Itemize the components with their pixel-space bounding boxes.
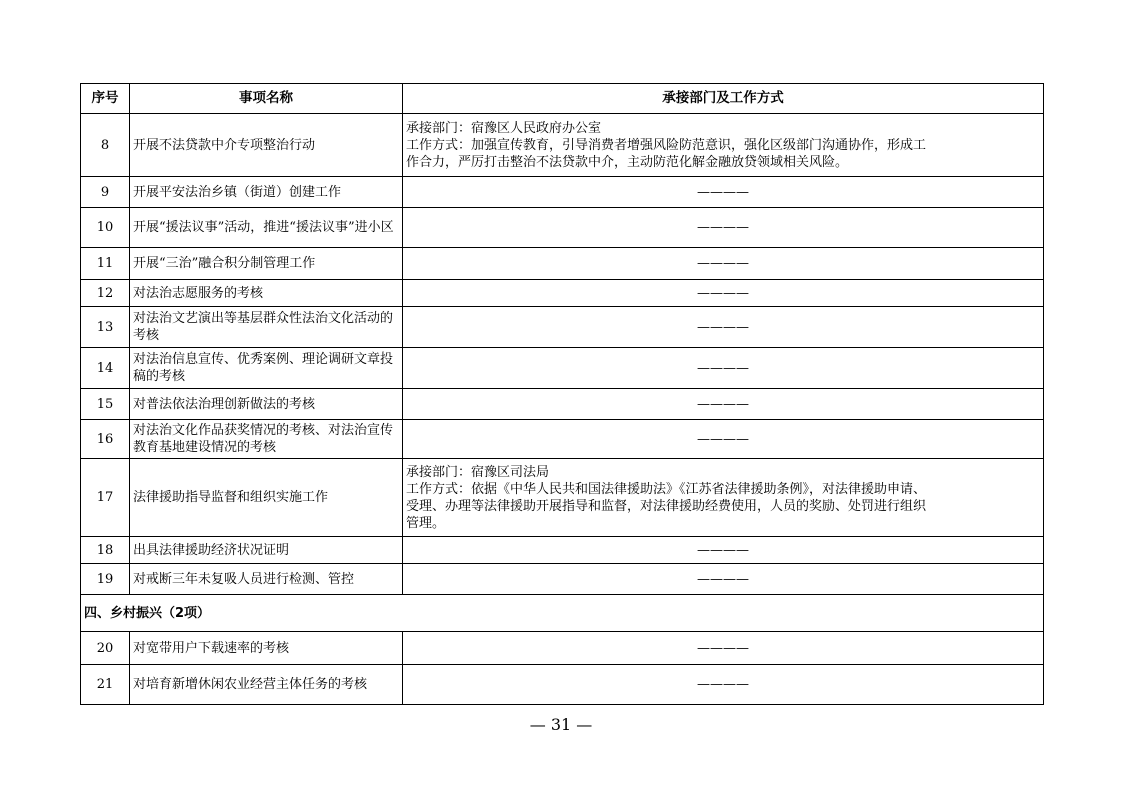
row-matter-name: 对普法依法治理创新做法的考核 [130, 389, 403, 420]
method-line: 管理。 [406, 515, 446, 531]
row-number: 18 [81, 537, 130, 564]
table-row [81, 208, 1044, 248]
row-matter-name: 对法治文艺演出等基层群众性法治文化活动的考核 [130, 307, 403, 348]
row-department-empty-dash: ———— [403, 537, 1044, 564]
row-number: 14 [81, 348, 130, 389]
row-number: 21 [81, 665, 130, 705]
row-department-empty-dash: ———— [403, 307, 1044, 348]
row-department-method [403, 459, 1044, 537]
row-number: 11 [81, 248, 130, 280]
row-department-empty-dash: ———— [403, 389, 1044, 420]
method-line: 作合力，严厉打击整治不法贷款中介，主动防范化解金融放贷领域相关风险。 [406, 154, 849, 170]
row-department-method [403, 114, 1044, 177]
row-matter-name: 开展不法贷款中介专项整治行动 [130, 114, 403, 177]
table-row [81, 564, 1044, 595]
row-matter-name: 对戒断三年未复吸人员进行检测、管控 [130, 564, 403, 595]
row-number: 20 [81, 632, 130, 665]
row-department-empty-dash: ———— [403, 208, 1044, 248]
table-row [81, 632, 1044, 665]
row-department-empty-dash: ———— [403, 665, 1044, 705]
row-number: 15 [81, 389, 130, 420]
row-number: 9 [81, 177, 130, 208]
table-row [81, 459, 1044, 537]
row-matter-name: 法律援助指导监督和组织实施工作 [130, 459, 403, 537]
table-header-row [81, 84, 1044, 114]
row-number: 17 [81, 459, 130, 537]
row-department-empty-dash: ———— [403, 280, 1044, 307]
table-row [81, 307, 1044, 348]
table-row [81, 114, 1044, 177]
row-number: 16 [81, 420, 130, 459]
row-matter-name: 开展“三治”融合积分制管理工作 [130, 248, 403, 280]
row-matter-name: 对法治志愿服务的考核 [130, 280, 403, 307]
table-row [81, 248, 1044, 280]
page-number: — 31 — [529, 715, 593, 734]
row-number: 12 [81, 280, 130, 307]
row-matter-name: 对法治文化作品获奖情况的考核、对法治宣传教育基地建设情况的考核 [130, 420, 403, 459]
row-number: 8 [81, 114, 130, 177]
row-department-empty-dash: ———— [403, 632, 1044, 665]
row-department-empty-dash: ———— [403, 420, 1044, 459]
header-department-method: 承接部门及工作方式 [403, 84, 1044, 114]
header-matter-name: 事项名称 [130, 84, 403, 114]
row-matter-name: 对培育新增休闲农业经营主体任务的考核 [130, 665, 403, 705]
method-line: 受理、办理等法律援助开展指导和监督，对法律援助经费使用，人员的奖励、处罚进行组织 [406, 498, 927, 514]
table-row [81, 280, 1044, 307]
row-matter-name: 开展“援法议事”活动，推进“援法议事”进小区 [130, 208, 403, 248]
method-line: 工作方式：加强宣传教育，引导消费者增强风险防范意识，强化区级部门沟通协作，形成工 [406, 137, 927, 153]
section-heading-rural-revitalization: 四、乡村振兴（2项） [81, 595, 1044, 632]
method-line: 工作方式：依据《中华人民共和国法律援助法》《江苏省法律援助条例》，对法律援助申请、 [406, 481, 927, 497]
header-serial-number: 序号 [81, 84, 130, 114]
table-row [81, 177, 1044, 208]
row-department-empty-dash: ———— [403, 564, 1044, 595]
table-row [81, 420, 1044, 459]
row-department-empty-dash: ———— [403, 248, 1044, 280]
table-row [81, 537, 1044, 564]
row-matter-name: 对法治信息宣传、优秀案例、理论调研文章投稿的考核 [130, 348, 403, 389]
department-line: 承接部门：宿豫区司法局 [406, 464, 550, 480]
row-matter-name: 出具法律援助经济状况证明 [130, 537, 403, 564]
table-row [81, 348, 1044, 389]
matters-table [80, 83, 1044, 705]
row-number: 13 [81, 307, 130, 348]
row-number: 10 [81, 208, 130, 248]
row-matter-name: 开展平安法治乡镇（街道）创建工作 [130, 177, 403, 208]
row-number: 19 [81, 564, 130, 595]
table-row [81, 389, 1044, 420]
department-line: 承接部门：宿豫区人民政府办公室 [406, 120, 602, 136]
row-matter-name: 对宽带用户下载速率的考核 [130, 632, 403, 665]
section-row [81, 595, 1044, 632]
row-department-empty-dash: ———— [403, 348, 1044, 389]
table-row [81, 665, 1044, 705]
row-department-empty-dash: ———— [403, 177, 1044, 208]
